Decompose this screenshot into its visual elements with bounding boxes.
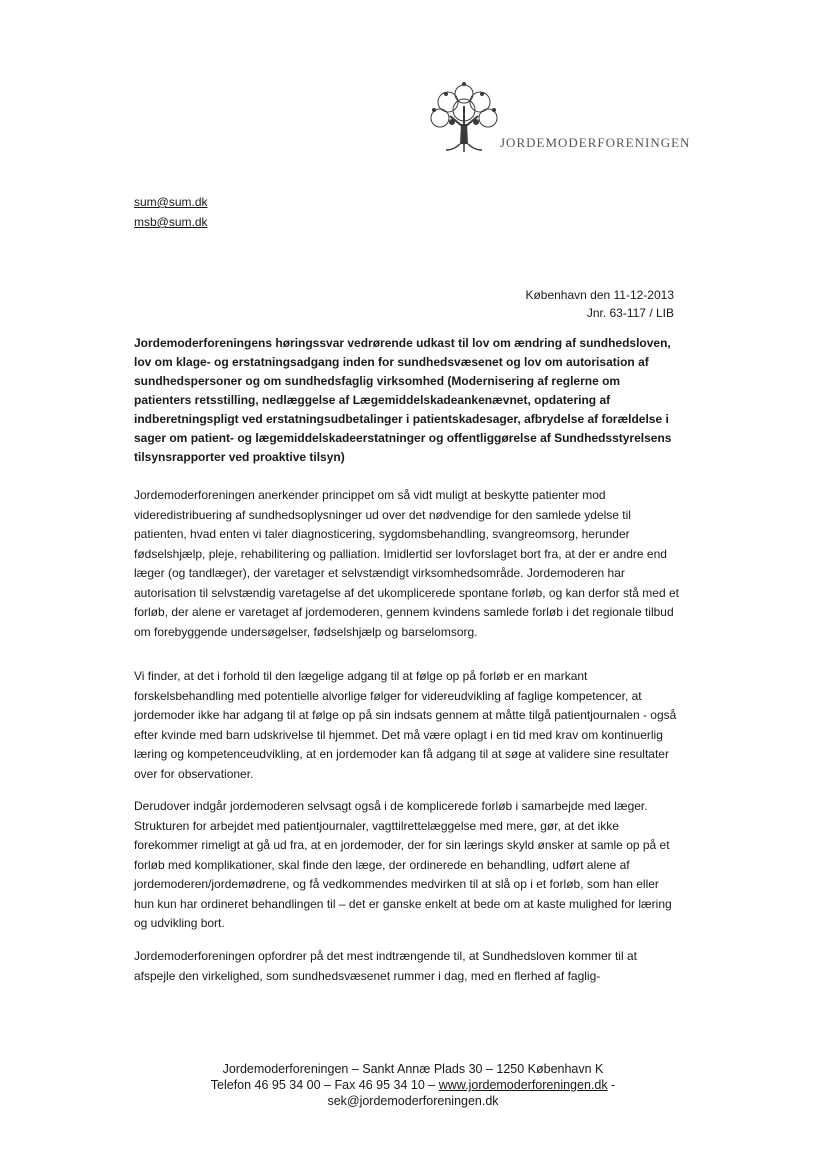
- footer-phone-fax: Telefon 46 95 34 00 – Fax 46 95 34 10 –: [210, 1078, 439, 1092]
- footer-address: Jordemoderforeningen – Sankt Annæ Plads 30 – 1250 København K: [222, 1062, 604, 1076]
- logo: [424, 76, 691, 166]
- website-link[interactable]: www.jordemoderforeningen.dk: [438, 1078, 608, 1092]
- body-paragraph: Vi finder, at det i forhold til den lægelige adgang til at følge op på forløb er en markant forskelsbehandling med potentielle alvorlige følger for videreudvikling af faglige kompetencer, at jordemoder ikke har adgang til at følge op på sin indsats gennem at måtte tilgå patientjournalen - også efter kvinde med barn udskrivelse til hjemmet. Det må være oplagt i en tid med krav om kontinuerlig læring og kompetenceudvikling, at en jordemoder kan få adgang til at søge at validere sine resultater over for observationer.: [134, 669, 677, 781]
- footer-contact: [0, 1077, 826, 1093]
- logo-text: JORDEMODERFORENINGEN: [500, 135, 691, 150]
- body-paragraph: Jordemoderforeningen opfordrer på det mest indtrængende til, at Sundhedsloven kommer til at afspejle den virkelighed, som sundhedsvæsenet rummer i dag, med en flerhed af faglig-: [134, 949, 637, 983]
- tree-icon: [424, 76, 504, 166]
- date-block: [525, 286, 674, 322]
- date-line: København den 11-12-2013: [525, 288, 674, 302]
- footer: [0, 1061, 826, 1109]
- subject-heading: Jordemoderforeningens høringssvar vedrørende udkast til lov om ændring af sundhedsloven, lov om klage- og erstatningsadgang inden for sundhedsvæsenet og lov om autorisation af sundhedspersoner og om sundhedsfaglig virksomhed (Modernisering af reglerne om patienters retsstilling, nedlæggelse af Lægemiddelskadeankenævnet, opdatering af indberetningspligt ved erstatningsudbetalinger i patientskadesager, afbrydelse af forældelse i sager om patient- og lægemiddelskadeerstatninger og offentliggørelse af Sundhedsstyrelsens tilsynsrapporter ved proaktive tilsyn): [134, 336, 672, 464]
- body-paragraph: Derudover indgår jordemoderen selvsagt også i de komplicerede forløb i samarbejde med læger. Strukturen for arbejdet med patientjournaler, vagttilrettelæggelse med mere, gør, at det ikke forekommer rimeligt at gå ud fra, at en jordemoder, der for sin lærings skyld ønsker at samle op på et forløb med komplikationer, skal finde den læge, der ordinerede en behandling, udført alene af jordemoderen/jordemødrene, og få vedkommendes medvirken til at slå op i et forløb, som han eller hun kun har ordineret behandlingen til – det er ganske enkelt at bede om at kaste mulighed for læring og udvikling bort.: [134, 799, 672, 930]
- body-paragraph: Jordemoderforeningen anerkender princippet om så vidt muligt at beskytte patienter mod videredistribuering af sundhedsoplysninger ud over det nødvendige for den samlede ydelse til patienten, hvad enten vi taler diagnosticering, sygdomsbehandling, svangreomsorg, herunder fødselshjælp, pleje, rehabilitering og palliation. Imidlertid ser lovforslaget bort fra, at der er andre end læger (og tandlæger), der varetager et selvstændigt virksomhedsområde. Jordemoderen har autorisation til selvstændig varetagelse af det ukomplicerede spontane forløb, og kan derfor stå med et forløb, der alene er varetaget af jordemoderen, gennem kvindens samlede forløb i det regionale tilbud om forebyggende undersøgelser, fødselshjælp og barselomsorg.: [134, 488, 679, 639]
- footer-separator: -: [607, 1078, 616, 1092]
- footer-email: sek@jordemoderforeningen.dk: [327, 1094, 499, 1108]
- recipient-email-link[interactable]: sum@sum.dk: [134, 195, 208, 209]
- recipient-email-link[interactable]: msb@sum.dk: [134, 215, 208, 229]
- recipient-list: [134, 192, 208, 232]
- journal-number: Jnr. 63-117 / LIB: [586, 306, 674, 320]
